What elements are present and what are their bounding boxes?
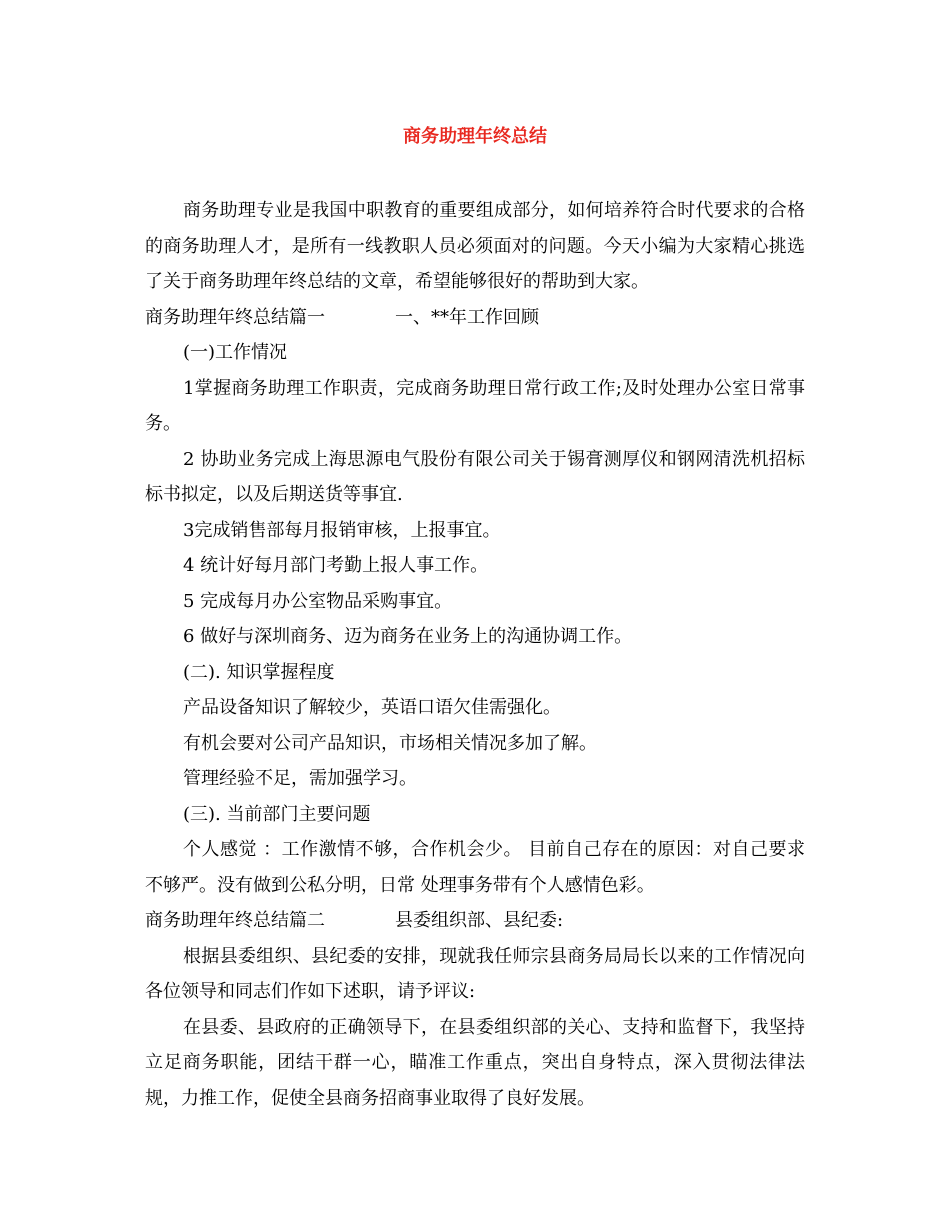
body-paragraph: 商务助理专业是我国中职教育的重要组成部分，如何培养符合时代要求的合格的商务助理人才，是所有一线教职人员必须面对的问题。今天小编为大家精心挑选了关于商务助理年终总结的文章，希望能够很好的帮助到大家。 [145, 200, 805, 292]
section-heading-title: 商务助理年终总结篇一 [145, 306, 325, 328]
section-heading [145, 903, 805, 939]
body-paragraph: (一)工作情况 [183, 342, 288, 363]
body-paragraph: 管理经验不足，需加强学习。 [183, 768, 417, 789]
body-paragraph: 个人感觉 ：工作激情不够，合作机会少。 目前自己存在的原因：对自己要求不够严。没有做到公私分明，日常 处理事务带有个人感情色彩。 [145, 839, 805, 896]
body-paragraph: 有机会要对公司产品知识，市场相关情况多加了解。 [183, 732, 597, 754]
body-paragraph: 5 完成每月办公室物品采购事宜。 [183, 590, 453, 612]
document-title: 商务助理年终总结 [403, 126, 547, 147]
body-paragraph: 根据县委组织、县纪委的安排，现就我任师宗县商务局局长以来的工作情况向各位领导和同志们作如下述职，请予评议: [145, 945, 805, 1002]
body-paragraph: 4 统计好每月部门考勤上报人事工作。 [183, 555, 489, 576]
body-paragraph: 1掌握商务助理工作职责，完成商务助理日常行政工作;及时处理办公室日常事务。 [145, 377, 805, 434]
body-paragraph: 产品设备知识了解较少，英语口语欠佳需强化。 [183, 697, 561, 718]
body-paragraph: 6 做好与深圳商务、迈为商务在业务上的沟通协调工作。 [183, 626, 633, 647]
section-heading [145, 300, 805, 336]
body-paragraph: (三). 当前部门主要问题 [183, 803, 371, 825]
body-paragraph: 3完成销售部每月报销审核，上报事宜。 [183, 519, 501, 541]
section-heading-subtitle: 一、**年工作回顾 [395, 306, 539, 328]
document-body [145, 193, 805, 1116]
body-paragraph: 2 协助业务完成上海思源电气股份有限公司关于锡膏测厚仪和钢网清洗机招标标书拟定，以及后期送货等事宜. [145, 448, 805, 505]
section-heading-title: 商务助理年终总结篇二 [145, 910, 325, 931]
body-paragraph: (二). 知识掌握程度 [183, 661, 335, 683]
body-paragraph: 在县委、县政府的正确领导下，在县委组织部的关心、支持和监督下，我坚持立足商务职能，团结干群一心，瞄准工作重点，突出自身特点，深入贯彻法律法规，力推工作，促使全县商务招商事业取得了良好发展。 [145, 1016, 805, 1109]
section-heading-subtitle: 县委组织部、县纪委: [395, 910, 564, 931]
